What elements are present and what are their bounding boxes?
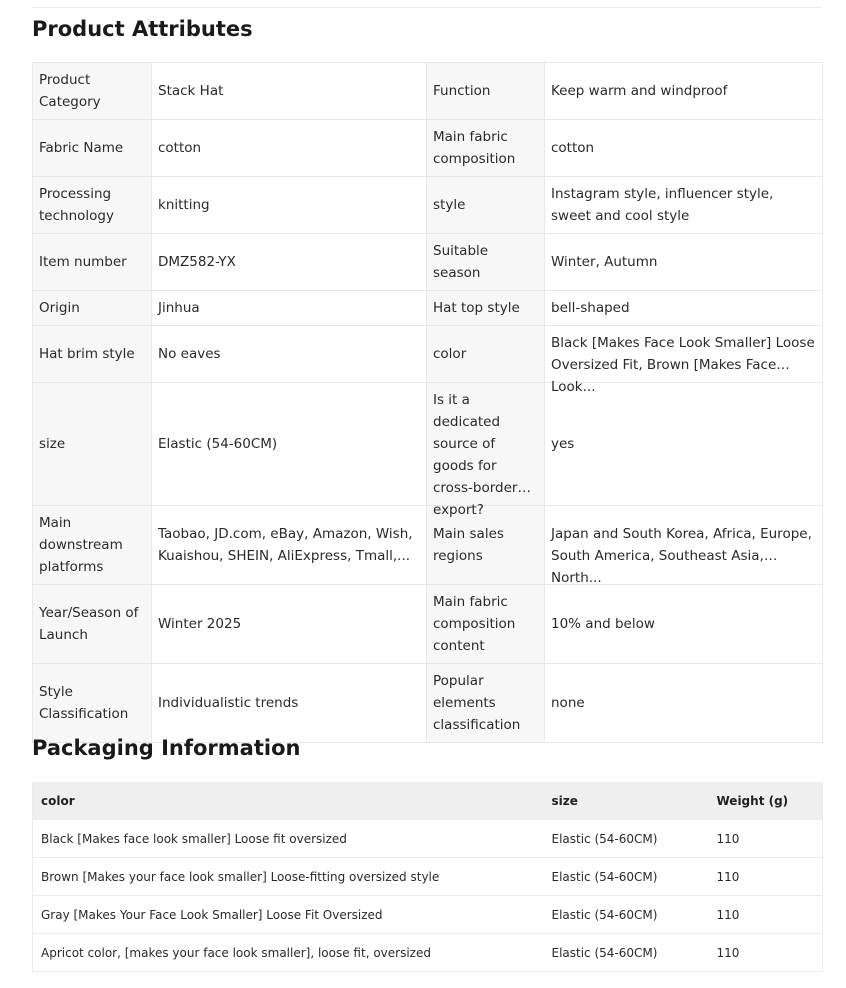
product-attributes-table xyxy=(32,62,823,743)
header-color: color xyxy=(33,782,544,820)
attribute-row xyxy=(33,326,823,383)
attribute-label xyxy=(33,506,152,585)
packaging-cell-color: Gray [Makes Your Face Look Smaller] Loose Fit Oversized xyxy=(33,896,544,934)
attribute-value xyxy=(545,291,823,326)
attribute-value-text: Elastic (54-60CM) xyxy=(158,436,278,452)
attribute-label xyxy=(427,234,545,291)
attribute-label-text: Main sales regions xyxy=(433,526,504,564)
attribute-value-text: cotton xyxy=(551,140,595,156)
attribute-label xyxy=(33,664,152,743)
packaging-information-heading: Packaging Information xyxy=(32,736,301,760)
attribute-label-text: Processing technology xyxy=(39,186,114,224)
packaging-cell-size: Elastic (54-60CM) xyxy=(544,820,709,858)
packaging-cell-size: Elastic (54-60CM) xyxy=(544,896,709,934)
attribute-label xyxy=(427,63,545,120)
packaging-cell-weight: 110 xyxy=(709,820,823,858)
attribute-value xyxy=(545,506,823,585)
packaging-cell-weight: 110 xyxy=(709,934,823,972)
attribute-value xyxy=(152,291,427,326)
attribute-row xyxy=(33,177,823,234)
attribute-label xyxy=(427,120,545,177)
attribute-label-text: size xyxy=(39,436,66,452)
packaging-row xyxy=(33,858,823,896)
header-weight: Weight (g) xyxy=(709,782,823,820)
packaging-row xyxy=(33,820,823,858)
attribute-row xyxy=(33,291,823,326)
attribute-value-text: Japan and South Korea, Africa, Europe, South America, Southeast Asia, North... xyxy=(551,526,812,586)
attribute-value-text: Individualistic trends xyxy=(158,695,299,711)
attribute-label-text: Style Classification xyxy=(39,684,129,722)
attribute-label xyxy=(33,585,152,664)
attribute-row xyxy=(33,120,823,177)
attribute-label xyxy=(33,177,152,234)
top-divider xyxy=(32,7,822,8)
attribute-value-text: Taobao, JD.com, eBay, Amazon, Wish, Kuaishou, SHEIN, AliExpress, Tmall,... xyxy=(158,526,413,564)
packaging-cell-color: Brown [Makes your face look smaller] Loose-fitting oversized style xyxy=(33,858,544,896)
attribute-label-text: Suitable season xyxy=(433,243,489,281)
attribute-value-text: knitting xyxy=(158,197,210,213)
attribute-value xyxy=(152,63,427,120)
attribute-value-text: Instagram style, influencer style, sweet and cool style xyxy=(551,186,774,224)
attribute-value xyxy=(152,326,427,383)
attribute-value-text: none xyxy=(551,695,585,711)
attribute-label-text: Origin xyxy=(39,300,80,316)
attribute-row xyxy=(33,234,823,291)
attribute-label xyxy=(33,326,152,383)
packaging-row xyxy=(33,934,823,972)
attribute-label-text: Function xyxy=(433,83,491,99)
attribute-label-text: Main fabric composition xyxy=(433,129,516,167)
attribute-row xyxy=(33,585,823,664)
attribute-value-text: Keep warm and windproof xyxy=(551,83,728,99)
attribute-value-text: bell-shaped xyxy=(551,300,630,316)
attribute-value-text: Black [Makes Face Look Smaller] Loose Oversized Fit, Brown [Makes Face Look... xyxy=(551,335,815,395)
attribute-label xyxy=(427,585,545,664)
attribute-value-text: yes xyxy=(551,436,575,452)
attribute-value xyxy=(152,120,427,177)
attribute-value xyxy=(545,383,823,506)
attribute-label xyxy=(33,63,152,120)
attribute-row xyxy=(33,63,823,120)
attribute-label-text: color xyxy=(433,346,467,362)
packaging-cell-weight: 110 xyxy=(709,858,823,896)
product-attributes-heading: Product Attributes xyxy=(32,17,253,41)
attribute-label-text: Item number xyxy=(39,254,127,270)
attribute-value xyxy=(152,177,427,234)
attribute-value xyxy=(545,63,823,120)
attribute-value xyxy=(545,234,823,291)
attribute-value-text: 10% and below xyxy=(551,616,655,632)
attribute-value xyxy=(545,177,823,234)
attribute-label xyxy=(427,177,545,234)
header-size: size xyxy=(544,782,709,820)
attribute-value xyxy=(152,234,427,291)
attribute-label-text: Main downstream platforms xyxy=(39,515,123,575)
packaging-cell-size: Elastic (54-60CM) xyxy=(544,858,709,896)
attribute-label-text: Main fabric composition content xyxy=(433,594,516,654)
packaging-cell-color: Black [Makes face look smaller] Loose fit oversized xyxy=(33,820,544,858)
attribute-value xyxy=(152,506,427,585)
attribute-label-text: Hat top style xyxy=(433,300,520,316)
attribute-row xyxy=(33,664,823,743)
packaging-table xyxy=(32,782,823,972)
attribute-label xyxy=(33,120,152,177)
attribute-value-text: cotton xyxy=(158,140,202,156)
attribute-label-text: Fabric Name xyxy=(39,140,124,156)
attribute-value-text: No eaves xyxy=(158,346,221,362)
packaging-header-row xyxy=(33,782,823,820)
attribute-label-text: Product Category xyxy=(39,72,101,110)
packaging-cell-size: Elastic (54-60CM) xyxy=(544,934,709,972)
attribute-label xyxy=(33,291,152,326)
attribute-value xyxy=(545,326,823,395)
attribute-label xyxy=(427,664,545,743)
attribute-row xyxy=(33,506,823,585)
attribute-label-text: Is it a dedicated source of goods for cross-border export? xyxy=(433,392,518,518)
attribute-label xyxy=(33,383,152,506)
attribute-label xyxy=(33,234,152,291)
attribute-value xyxy=(152,585,427,664)
attribute-value xyxy=(545,120,823,177)
packaging-cell-color: Apricot color, [makes your face look smaller], loose fit, oversized xyxy=(33,934,544,972)
attribute-value-text: Stack Hat xyxy=(158,83,224,99)
attribute-label xyxy=(427,383,545,518)
attribute-label-text: Popular elements classification xyxy=(433,673,521,733)
attribute-label xyxy=(427,291,545,326)
attribute-row xyxy=(33,383,823,506)
attribute-value-text: DMZ582-YX xyxy=(158,254,236,270)
attribute-value-text: Winter 2025 xyxy=(158,616,242,632)
attribute-value xyxy=(152,664,427,743)
packaging-cell-weight: 110 xyxy=(709,896,823,934)
attribute-value xyxy=(152,383,427,506)
packaging-row xyxy=(33,896,823,934)
attribute-value-text: Jinhua xyxy=(158,300,200,316)
attribute-label-text: Year/Season of Launch xyxy=(39,605,139,643)
attribute-label-text: style xyxy=(433,197,466,213)
attribute-value xyxy=(545,664,823,743)
attribute-label xyxy=(427,326,545,383)
attribute-value xyxy=(545,585,823,664)
attribute-label-text: Hat brim style xyxy=(39,346,135,362)
attribute-value-text: Winter, Autumn xyxy=(551,254,658,270)
